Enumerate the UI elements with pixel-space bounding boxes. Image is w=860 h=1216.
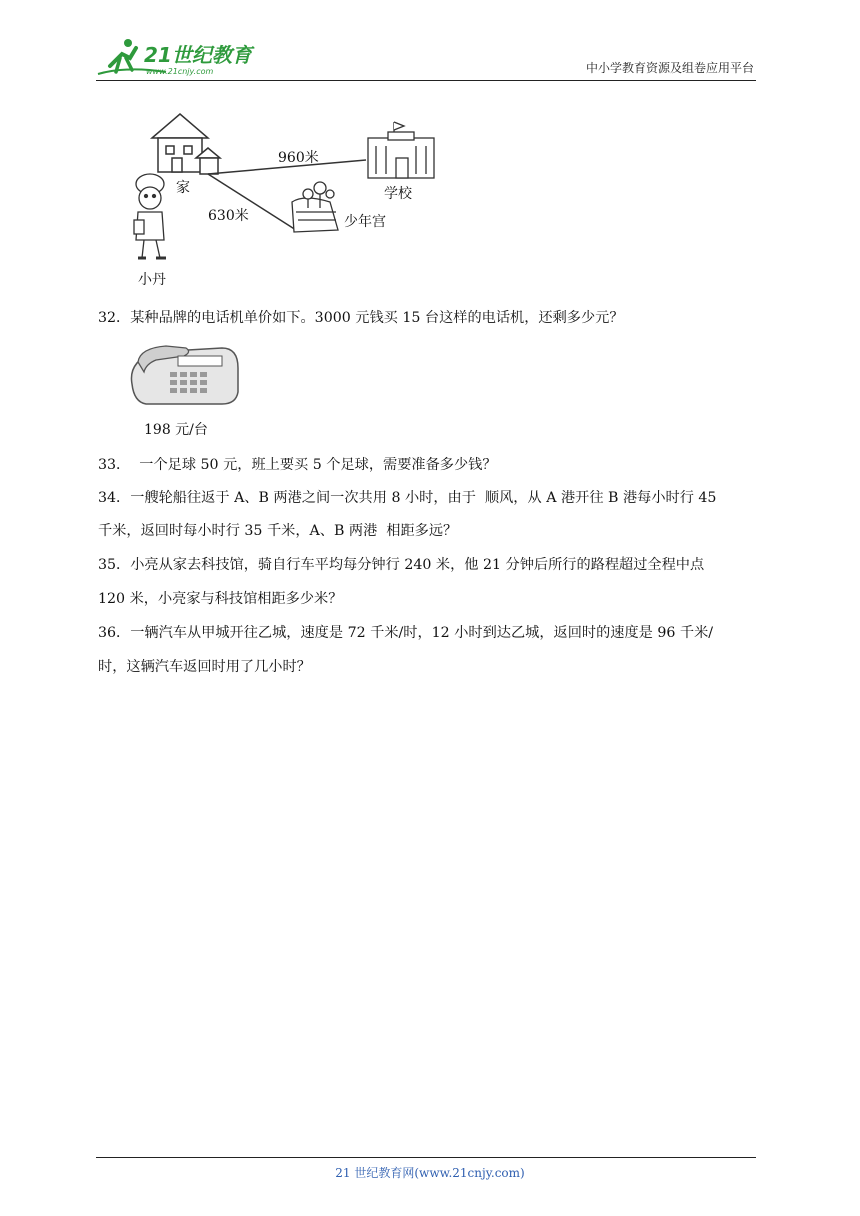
question-32: 32．某种品牌的电话机单价如下。3000 元钱买 15 台这样的电话机，还剩多少元？ <box>98 310 624 326</box>
question-34-line1: 34．一艘轮船往返于 A、B 两港之间一次共用 8 小时，由于 顺风，从 A 港开往 B 港每小时行 45 <box>98 490 717 506</box>
distance-school-label: 960米 <box>278 150 319 166</box>
footer-text: 21 世纪教育网(www.21cnjy.com) <box>335 1166 525 1180</box>
home-label: 家 <box>176 180 190 196</box>
house-icon <box>152 114 220 174</box>
route-map-illustration <box>124 108 454 294</box>
question-35-line2: 120 米，小亮家与科技馆相距多少米？ <box>98 591 343 607</box>
question-33: 33． 一个足球 50 元，班上要买 5 个足球，需要准备多少钱？ <box>98 457 497 473</box>
footer-divider <box>96 1157 756 1158</box>
question-36-line1: 36．一辆汽车从甲城开往乙城，速度是 72 千米/时，12 小时到达乙城，返回时的速度是 96 千米/ <box>98 625 714 641</box>
logo <box>96 36 266 78</box>
girl-icon <box>134 174 166 258</box>
question-35-line1: 35．小亮从家去科技馆，骑自行车平均每分钟行 240 米，他 21 分钟后所行的路程超过全程中点 <box>98 557 705 573</box>
question-34-line2: 千米，返回时每小时行 35 千米，A、B 两港 相距多远？ <box>98 523 458 539</box>
phone-price-label: 198 元/台 <box>144 422 208 438</box>
school-label: 学校 <box>384 186 412 202</box>
telephone-icon <box>126 342 244 440</box>
youth-palace-icon <box>292 182 338 232</box>
page-header <box>96 36 756 81</box>
palace-label: 少年宫 <box>344 214 386 230</box>
header-platform-text: 中小学教育资源及组卷应用平台 <box>585 61 754 75</box>
distance-palace-label: 630米 <box>208 208 249 224</box>
school-icon <box>368 122 434 178</box>
question-36-line2: 时，这辆汽车返回时用了几小时？ <box>98 659 311 675</box>
logo-text: 21世纪教育 <box>144 43 252 67</box>
logo-url: www.21cnjy.com <box>146 67 214 76</box>
girl-label: 小丹 <box>138 272 166 288</box>
